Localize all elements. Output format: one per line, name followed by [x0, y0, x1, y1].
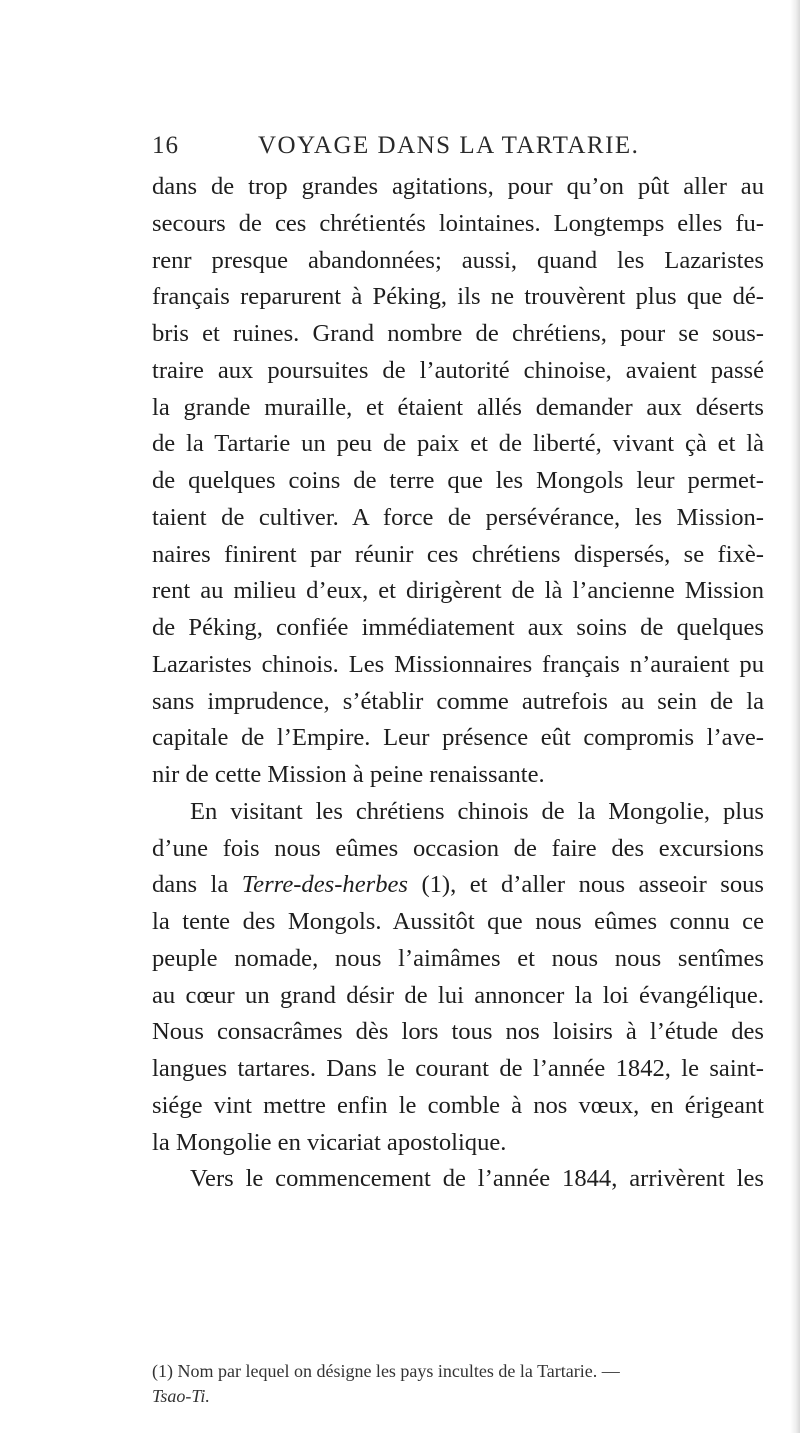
text-line: nir de cette Mission à peine renaissante.	[152, 761, 545, 788]
running-title: VOYAGE DANS LA TARTARIE.	[258, 132, 640, 159]
text-line: capitale de l’Empire. Leur présence eût compromis l’ave-	[152, 724, 764, 752]
text-line: secours de ces chrétientés lointaines. Longtemps elles fu-	[152, 209, 764, 237]
text-line-with-italic-term	[152, 867, 764, 904]
body-text	[152, 169, 764, 1198]
text-line: sans imprudence, s’établir comme autrefois au sein de la	[152, 687, 764, 715]
text-line: Lazaristes chinois. Les Missionnaires français n’auraient pu	[152, 650, 764, 678]
text-line: taient de cultiver. A force de persévérance, les Mission-	[152, 503, 764, 531]
text-fragment: (1), et d’aller nous asseoir sous	[407, 871, 764, 899]
text-line: siége vint mettre enfin le comble à nos vœux, en érigeant	[152, 1091, 764, 1119]
text-line: langues tartares. Dans le courant de l’année 1842, le saint-	[152, 1055, 764, 1082]
text-line: français reparurent à Péking, ils ne trouvèrent plus que dé-	[152, 283, 764, 311]
page-number: 16	[152, 132, 179, 159]
page-header	[152, 132, 762, 164]
text-line: renr presque abandonnées; aussi, quand les Lazaristes	[152, 246, 764, 274]
text-line: bris et ruines. Grand nombre de chrétiens, pour se sous-	[152, 320, 764, 347]
text-line: la tente des Mongols. Aussitôt que nous eûmes connu ce	[152, 908, 764, 935]
footnote-text: (1) Nom par lequel on désigne les pays incultes de la Tartarie. —	[152, 1361, 620, 1381]
footnote	[152, 1359, 764, 1409]
italic-term: Terre-des-herbes	[241, 871, 408, 899]
text-line: traire aux poursuites de l’autorité chinoise, avaient passé	[152, 356, 764, 384]
text-line: Vers le commencement de l’année 1844, arrivèrent les	[190, 1165, 764, 1193]
text-line: rent au milieu d’eux, et dirigèrent de là l’ancienne Mission	[152, 577, 764, 605]
text-line: de quelques coins de terre que les Mongols leur permet-	[152, 467, 764, 494]
text-line: naires finirent par réunir ces chrétiens dispersés, se fixè-	[152, 540, 764, 568]
text-line: dans de trop grandes agitations, pour qu’on pût aller au	[152, 173, 764, 200]
text-fragment: dans la	[152, 871, 242, 899]
text-line: peuple nomade, nous l’aimâmes et nous nous sentîmes	[152, 944, 764, 972]
footnote-term: Tsao-Ti.	[152, 1386, 210, 1406]
text-line: la Mongolie en vicariat apostolique.	[152, 1128, 507, 1156]
text-line: En visitant les chrétiens chinois de la Mongolie, plus	[190, 797, 764, 825]
text-line: de Péking, confiée immédiatement aux soins de quelques	[152, 614, 764, 641]
text-line: de la Tartarie un peu de paix et de liberté, vivant çà et là	[152, 430, 764, 458]
text-line: d’une fois nous eûmes occasion de faire des excursions	[152, 834, 764, 862]
text-line: Nous consacrâmes dès lors tous nos loisirs à l’étude des	[152, 1018, 764, 1046]
text-line: la grande muraille, et étaient allés demander aux déserts	[152, 393, 764, 421]
text-line: au cœur un grand désir de lui annoncer la loi évangélique.	[152, 981, 764, 1009]
page-edge-shadow	[790, 0, 800, 1433]
